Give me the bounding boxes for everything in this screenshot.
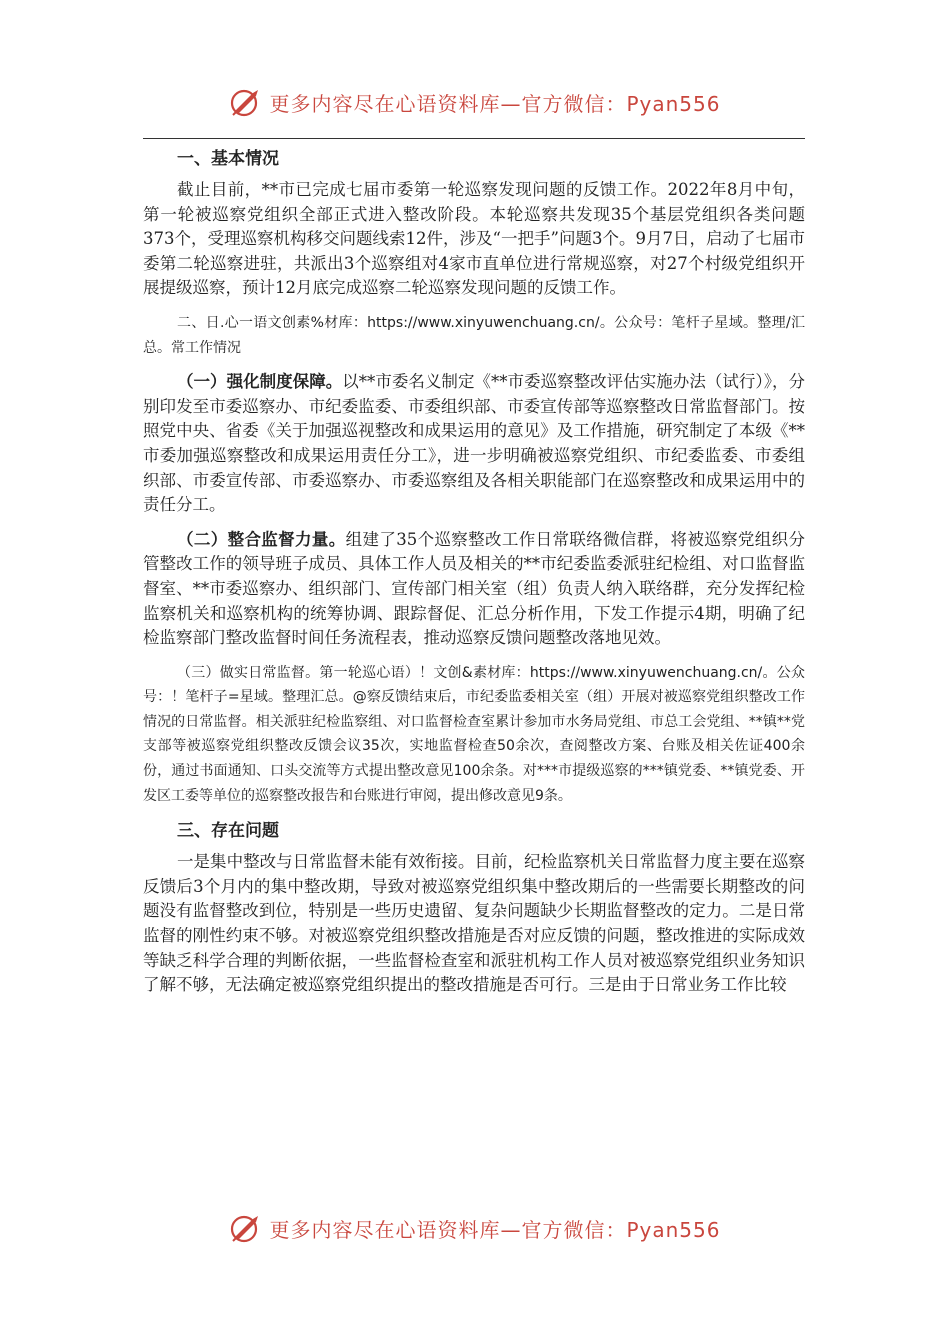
document-body xyxy=(143,146,805,998)
banner-text: 更多内容尽在心语资料库—官方微信：Pyan556 xyxy=(269,1217,721,1242)
section-2-item-2 xyxy=(143,528,805,651)
pen-logo-icon xyxy=(229,1211,263,1245)
section-3-title: 三、存在问题 xyxy=(177,821,279,842)
section-3-paragraph: 一是集中整改与日常监督未能有效衔接。目前，纪检监察机关日常监督力度主要在巡察反馈后3个月内的集中整改期，导致对被巡察党组织集中整改期后的一些需要长期整改的问题没有监督整改到位，特别是一些历史遗留、复杂问题缺少长期监督整改的定力。二是日常监督的刚性约束不够。对被巡察党组织整改措施是否对应反馈的问题，整改推进的实际成效等缺乏科学合理的判断依据，一些监督检查室和派驻机构工作人员对被巡察党组织业务知识了解不够，无法确定被巡察党组织提出的整改措施是否可行。三是由于日常业务工作比较 xyxy=(143,852,805,995)
section-2-item-3: （三）做实日常监督。第一轮巡心语）！文创&素材库：https://www.xinyuwenchuang.cn/。公众号：！笔杆子=星域。整理汇总。@察反馈结束后，市纪委监委相关室（组）开展对被巡察党组织整改工作情况的日常监督。相关派驻纪检监察组、对口监督检查室累计参加市水务局党组、市总工会党组、**镇**党支部等被巡察党组织整改反馈会议35次，实地监督检查50余次，查阅整改方案、台账及相关佐证400余份，通过书面通知、口头交流等方式提出整改意见100余条。对***市提级巡察的***镇党委、**镇党委、开发区工委等单位的巡察整改报告和台账进行审阅，提出修改意见9条。 xyxy=(143,664,805,804)
item-2-lead: （二）整合监督力量。 xyxy=(177,529,346,549)
footer-banner xyxy=(0,1208,950,1248)
item-2-body: 组建了35个巡察整改工作日常联络微信群，将被巡察党组织分管整改工作的领导班子成员、具体工作人员及相关的**市纪委监委派驻纪检组、对口监督监督室、**市委巡察办、组织部门、宣传部门相关室（组）负责人纳入联络群，充分发挥纪检监察机关和巡察机构的统筹协调、跟踪督促、汇总分析作用，下发工作提示4期，明确了纪检监察部门整改监督时间任务流程表，推动巡察反馈问题整改落地见效。 xyxy=(143,529,806,648)
item-1-body: 以**市委名义制定《**市委巡察整改评估实施办法（试行）》，分别印发至市委巡察办、市纪委监委、市委组织部、市委宣传部等巡察整改日常监督部门。按照党中央、省委《关于加强巡视整改和成果运用的意见》及工作措施，研究制定了本级《**市委加强巡察整改和成果运用责任分工》，进一步明确被巡察党组织、市纪委监委、市委组织部、市委宣传部、市委巡察办、市委巡察组及各相关职能部门在巡察整改和成果运用中的责任分工。 xyxy=(143,372,806,515)
item-1-lead: （一）强化制度保障。 xyxy=(177,372,343,392)
banner-text: 更多内容尽在心语资料库—官方微信：Pyan556 xyxy=(269,91,721,116)
section-2-title-line: 二、日.心一语文创素%材库：https://www.xinyuwenchuang.cn/。公众号：笔杆子星域。整理/汇总。常工作情况 xyxy=(143,314,805,356)
pen-logo-icon xyxy=(229,85,263,119)
section-2-item-1 xyxy=(143,370,805,518)
section-1-paragraph: 截止目前，**市已完成七届市委第一轮巡察发现问题的反馈工作。2022年8月中旬，第一轮被巡察党组织全部正式进入整改阶段。本轮巡察共发现35个基层党组织各类问题373个，受理巡察机构移交问题线索12件，涉及“一把手”问题3个。9月7日，启动了七届市委第二轮巡察进驻，共派出3个巡察组对4家市直单位进行常规巡察，对27个村级党组织开展提级巡察，预计12月底完成巡察二轮巡察发现问题的反馈工作。 xyxy=(143,180,805,298)
section-1-title: 一、基本情况 xyxy=(177,149,279,169)
header-banner xyxy=(0,82,950,122)
header-divider xyxy=(143,138,805,139)
